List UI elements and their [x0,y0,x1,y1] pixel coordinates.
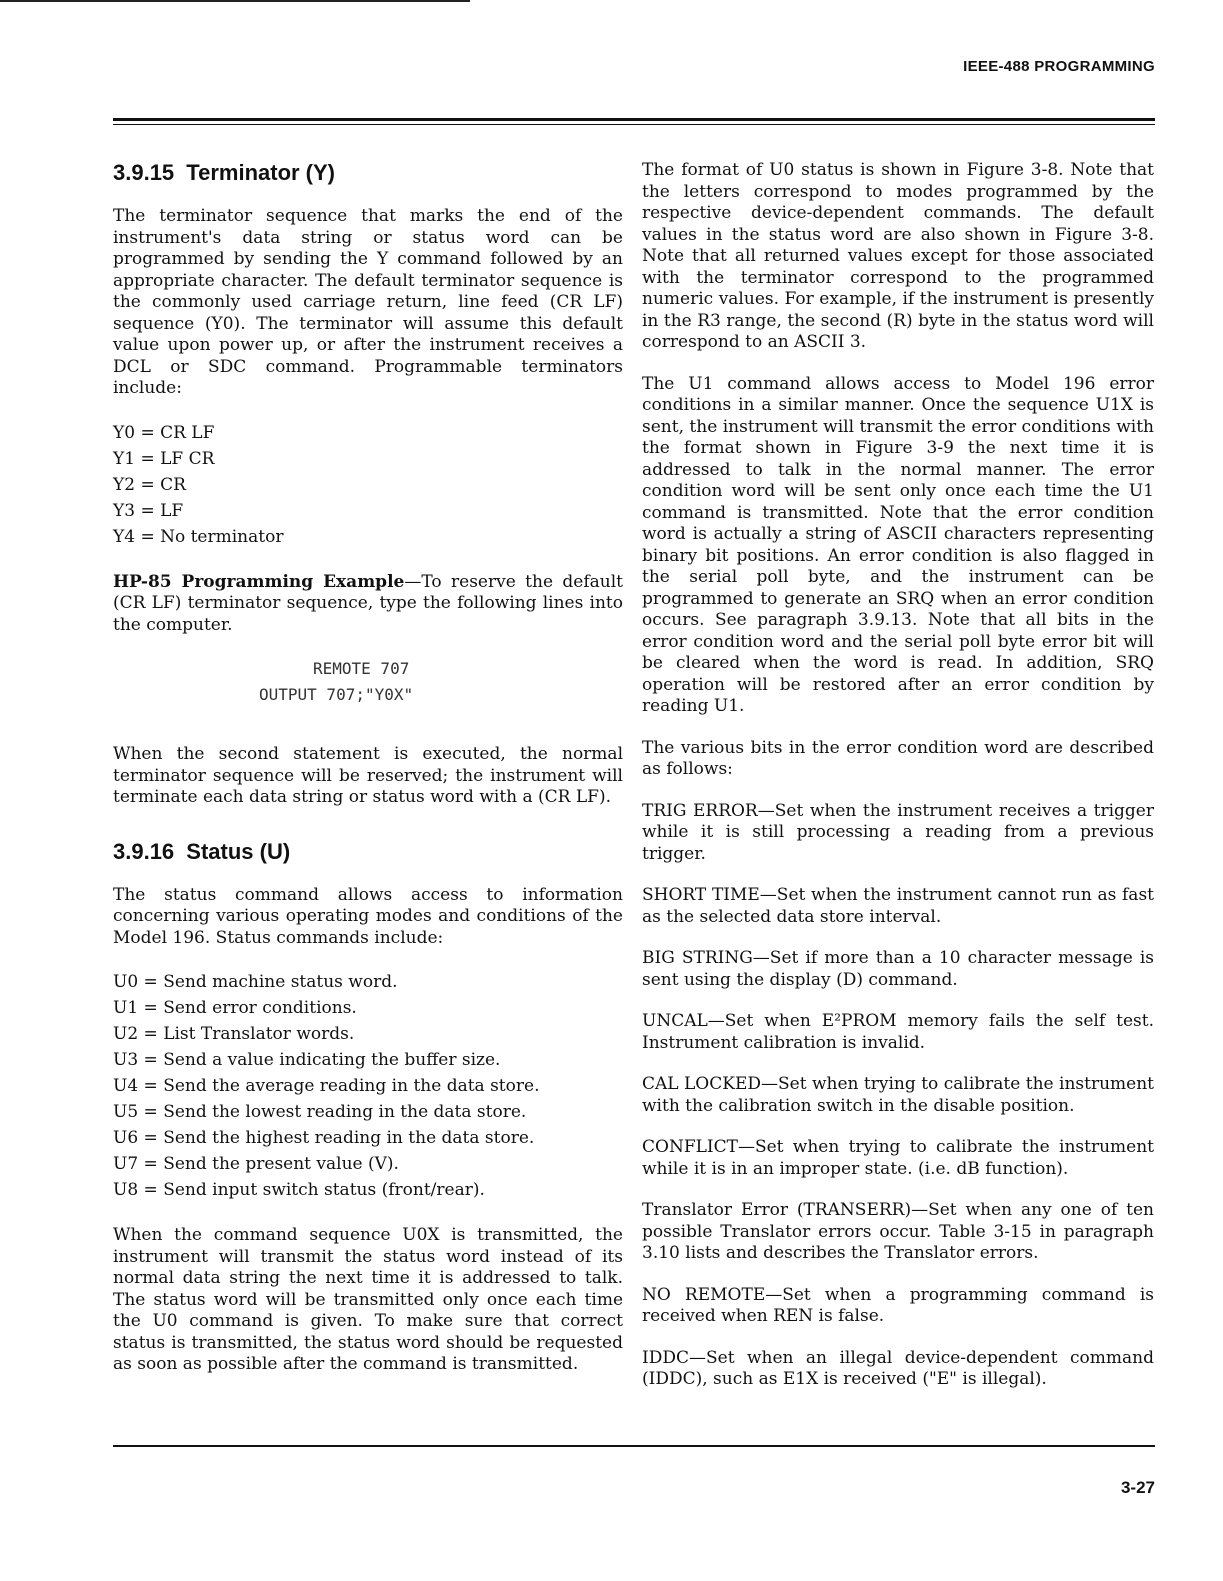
section-title: Status (U) [186,838,291,864]
status-closing: When the command sequence U0X is transmitted, the instrument will transmit the status word instead of its normal data string the next time it is addressed to talk. The status word will be transmitted only once each time the U0 command is given. To make sure that correct status is transmitted, the status word should be requested as soon as possible after the command is transmitted. [113,1225,623,1374]
example-label: HP-85 Programming Example [113,571,405,592]
list-item: U0 = Send machine status word. [113,972,398,992]
footer-rule [113,1445,1155,1447]
list-item: Y2 = CR [113,474,186,495]
section-title: Terminator (Y) [186,160,336,185]
list-item: Y4 = No terminator [113,526,284,547]
header-rule [113,118,1155,121]
top-edge-line [0,0,470,2]
list-item: Y1 = LF CR [113,448,215,469]
list-item: U2 = List Translator words. [113,1024,355,1044]
list-item: Y0 = CR LF [113,422,215,443]
section-number: 3.9.16 [113,838,175,864]
list-item: U5 = Send the lowest reading in the data store. [113,1102,527,1122]
list-item: U4 = Send the average reading in the data store. [113,1076,540,1096]
left-column [113,160,623,1396]
error-no-remote: NO REMOTE—Set when a programming command is received when REN is false. [642,1284,1154,1326]
error-uncal: UNCAL—Set when E²PROM memory fails the self test. Instrument calibration is invalid. [642,1011,1154,1053]
error-big-string: BIG STRING—Set if more than a 10 character message is sent using the display (D) command. [642,948,1154,990]
list-item: U6 = Send the highest reading in the data store. [113,1128,535,1148]
running-header: IEEE-488 PROGRAMMING [963,58,1155,75]
terminator-list [113,420,623,550]
section-heading-status [113,839,623,865]
example-text: —To reserve the default (CR LF) terminator sequence, type the following lines into the computer. [113,571,623,635]
status-command-list [113,969,623,1203]
list-item: U1 = Send error conditions. [113,998,357,1018]
section-number: 3.9.15 [113,160,175,185]
programming-example [113,572,623,637]
list-item: U3 = Send a value indicating the buffer size. [113,1050,501,1070]
u0-format-paragraph: The format of U0 status is shown in Figure 3-8. Note that the letters correspond to modes programmed by the respective device-dependent commands. The default values in the status word are also shown in Figure 3-8. Note that all returned values except for those associated with the terminator correspond to the programmed numeric values. For example, if the instrument is presently in the R3 range, the second (R) byte in the status word will correspond to an ASCII 3. [642,160,1154,352]
after-code-text: When the second statement is executed, the normal terminator sequence will be reserved; the instrument will terminate each data string or status word with a (CR LF). [113,744,623,807]
status-intro: The status command allows access to information concerning various operating modes and conditions of the Model 196. Status commands include: [113,884,623,948]
error-short-time: SHORT TIME—Set when the instrument cannot run as fast as the selected data store interval. [642,885,1154,927]
error-transerr: Translator Error (TRANSERR)—Set when any one of ten possible Translator errors occur. Table 3-15 in paragraph 3.10 lists and describes the Translator errors. [642,1200,1154,1263]
right-column [642,160,1154,1411]
header-rule-thin [113,124,1155,125]
list-item: Y3 = LF [113,500,184,521]
section-heading-terminator [113,160,623,186]
error-conflict: CONFLICT—Set when trying to calibrate the instrument while it is in an improper state. (i.e. dB function). [642,1137,1154,1179]
page-number: 3-27 [1120,1478,1155,1497]
terminator-intro: The terminator sequence that marks the end of the instrument's data string or status word can be programmed by sending the Y command followed by an appropriate character. The default terminator sequence is the commonly used carriage return, line feed (CR LF) sequence (Y0). The terminator will assume this default value upon power up, or after the instrument receives a DCL or SDC command. Programmable terminators include: [113,206,623,398]
list-item: U8 = Send input switch status (front/rear). [113,1180,485,1200]
code-block [113,656,623,708]
error-bits-intro: The various bits in the error condition word are described as follows: [642,737,1154,779]
u1-paragraph: The U1 command allows access to Model 196 error conditions in a similar manner. Once the sequence U1X is sent, the instrument will transmit the error conditions with the format shown in Figure 3-9 the next time it is addressed to talk in the normal manner. The error condition word will be sent only once each time the U1 command is transmitted. Note that the error condition word is actually a string of ASCII characters representing binary bit positions. An error condition is also flagged in the serial poll byte, and the instrument can be programmed to generate an SRQ when an error condition occurs. See paragraph 3.9.13. Note that all bits in the error condition word and the serial poll byte error bit will be cleared when the word is read. In addition, SRQ operation will be restored after an error condition by reading U1. [642,373,1154,716]
error-cal-locked: CAL LOCKED—Set when trying to calibrate the instrument with the calibration switch in the disable position. [642,1074,1154,1116]
error-iddc: IDDC—Set when an illegal device-dependent command (IDDC), such as E1X is received ("E" is illegal). [642,1347,1154,1389]
error-trig: TRIG ERROR—Set when the instrument receives a trigger while it is still processing a reading from a previous trigger. [642,800,1154,864]
list-item: U7 = Send the present value (V). [113,1154,399,1174]
code-line: REMOTE 707 [313,659,410,678]
code-line: OUTPUT 707;"Y0X" [259,685,414,704]
